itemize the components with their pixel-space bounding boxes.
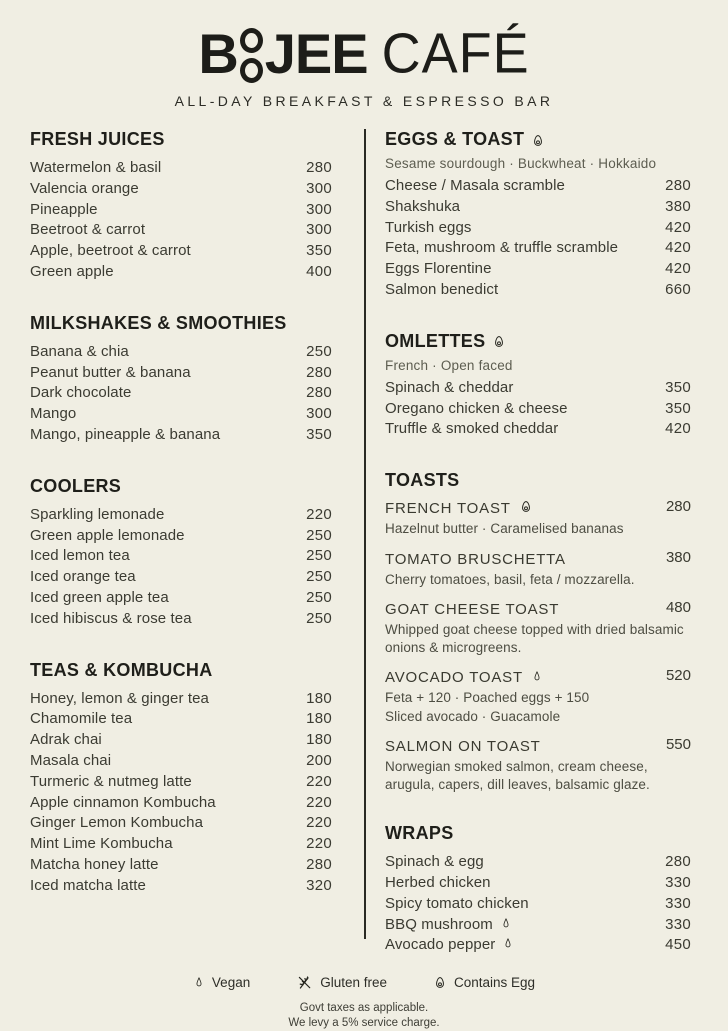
item-name: Pineapple [30, 200, 98, 218]
menu-item [30, 220, 332, 241]
item-name: Spicy tomato chicken [385, 894, 529, 912]
item-name: Mango [30, 405, 77, 423]
item-description: Cherry tomatoes, basil, feta / mozzarella. [385, 571, 635, 587]
item-name: Iced hibiscus & rose tea [30, 609, 192, 627]
egg-icon [433, 976, 447, 990]
menu-item [30, 404, 332, 425]
item-name: Oregano chicken & cheese [385, 399, 568, 417]
menu-item [30, 793, 332, 814]
section-title-text: TOASTS [385, 470, 460, 491]
logo-o-bottom-icon [240, 58, 263, 83]
item-name: Green apple lemonade [30, 526, 185, 544]
section-title-text: MILKSHAKES & SMOOTHIES [30, 312, 287, 333]
item-price: 280 [665, 177, 691, 194]
item-price: 420 [665, 260, 691, 278]
menu-item [30, 567, 332, 588]
item-price: 250 [306, 568, 332, 586]
egg-icon [531, 134, 545, 148]
menu-item [385, 873, 691, 894]
item-name: Salmon benedict [385, 280, 499, 298]
section-title-text: COOLERS [30, 475, 122, 496]
item-price: 350 [306, 242, 332, 260]
menu-item [30, 855, 332, 876]
menu-entry [385, 737, 691, 793]
item-price: 330 [665, 873, 691, 891]
menu-item [30, 505, 332, 526]
entry-head [385, 499, 691, 519]
item-price: 200 [306, 751, 332, 769]
item-name: Avocado pepper [385, 936, 496, 954]
item-description: Norwegian smoked salmon, cream cheese, arugula, capers, dill leaves, balsamic glaze. [385, 759, 650, 792]
legend-label: Contains Egg [454, 975, 536, 991]
item-name: Turkish eggs [385, 218, 472, 236]
item-name: Cheese / Masala scramble [385, 177, 565, 194]
menu-item [30, 158, 332, 179]
menu-item [385, 399, 691, 420]
item-price: 450 [665, 936, 691, 954]
menu-footer [0, 974, 728, 1031]
item-name: Iced matcha latte [30, 876, 146, 894]
item-description: Whipped goat cheese topped with dried balsamic onions & microgreens. [385, 622, 684, 655]
menu-item [30, 383, 332, 404]
menu-item [30, 262, 332, 283]
item-name: Iced lemon tea [30, 547, 130, 565]
menu-entry [385, 600, 691, 656]
item-name: Green apple [30, 262, 114, 280]
item-price: 330 [665, 915, 691, 933]
item-name: Turmeric & nutmeg latte [30, 772, 192, 790]
item-name: Truffle & smoked cheddar [385, 420, 559, 438]
menu-item [30, 200, 332, 221]
item-name: Spinach & egg [385, 853, 484, 871]
item-name: Feta, mushroom & truffle scramble [385, 239, 619, 257]
item-price: 420 [665, 420, 691, 438]
egg-icon [492, 335, 506, 349]
item-price: 660 [665, 280, 691, 298]
menu-item [30, 363, 332, 384]
item-price: 180 [306, 689, 332, 707]
item-price: 250 [306, 547, 332, 565]
item-price: 480 [665, 599, 691, 617]
item-name: Banana & chia [30, 342, 129, 360]
menu-item [385, 176, 691, 197]
item-price: 300 [306, 200, 332, 218]
item-price: 420 [665, 239, 691, 257]
item-price: 300 [306, 405, 332, 423]
menu-item [30, 751, 332, 772]
entry-head [385, 600, 691, 620]
tagline: ALL-DAY BREAKFAST & ESPRESSO BAR [174, 93, 554, 109]
section-title [30, 476, 332, 497]
item-name: BBQ mushroom [385, 915, 493, 933]
item-name: Mango, pineapple & banana [30, 425, 221, 443]
item-price: 350 [665, 399, 691, 417]
section-title [30, 660, 332, 681]
section-subtitle: French · Open faced [385, 357, 513, 373]
menu-item [30, 876, 332, 897]
item-price: 280 [306, 384, 332, 402]
menu-section [385, 470, 691, 793]
item-name: Dark chocolate [30, 384, 132, 402]
item-name: GOAT CHEESE TOAST [385, 601, 560, 619]
section-title [30, 129, 332, 150]
item-name: Apple cinnamon Kombucha [30, 793, 216, 811]
item-price: 180 [306, 710, 332, 728]
item-price: 220 [306, 772, 332, 790]
item-name: FRENCH TOAST [385, 500, 511, 518]
item-description: Sliced avocado · Guacamole [385, 708, 561, 724]
item-price: 350 [306, 425, 332, 443]
item-name: Herbed chicken [385, 873, 491, 891]
entry-head [385, 668, 691, 688]
legend-label: Vegan [211, 975, 251, 991]
menu-item [30, 342, 332, 363]
entry-head [385, 737, 691, 757]
item-name: Eggs Florentine [385, 260, 492, 278]
menu-section [30, 129, 332, 283]
menu-item [385, 238, 691, 259]
item-name: Beetroot & carrot [30, 221, 146, 239]
menu-section [385, 129, 691, 301]
menu-section [385, 331, 691, 440]
menu-section [30, 476, 332, 630]
item-name: Iced green apple tea [30, 588, 169, 606]
menu-item [385, 852, 691, 873]
item-name: SALMON ON TOAST [385, 738, 541, 756]
menu-item [385, 280, 691, 301]
menu-section [30, 313, 332, 446]
logo-word-cafe: CAFÉ [381, 22, 530, 86]
item-price: 250 [306, 342, 332, 360]
menu-item [30, 709, 332, 730]
menu-item [30, 526, 332, 547]
menu-item [385, 935, 691, 956]
menu-item [30, 546, 332, 567]
legend-item [193, 975, 250, 990]
vegan-icon [502, 937, 514, 950]
section-title-text: WRAPS [385, 823, 454, 844]
item-name: Apple, beetroot & carrot [30, 242, 191, 260]
menu-item [30, 609, 332, 630]
menu-section [385, 823, 691, 956]
item-name: Masala chai [30, 751, 112, 769]
service-charge-note: We levy a 5% service charge. [288, 1017, 440, 1030]
legend-item [296, 974, 387, 991]
vegan-icon [193, 976, 205, 989]
legend-label: Gluten free [320, 975, 388, 991]
item-price: 280 [665, 853, 691, 871]
item-price: 420 [665, 218, 691, 236]
vegan-icon [500, 917, 512, 930]
section-title [385, 331, 691, 352]
menu-item [30, 772, 332, 793]
left-column [30, 129, 332, 956]
item-name: Mint Lime Kombucha [30, 835, 173, 853]
item-name: Honey, lemon & ginger tea [30, 689, 209, 707]
item-price: 280 [665, 498, 691, 516]
item-name: Chamomile tea [30, 710, 133, 728]
menu-columns [0, 129, 728, 956]
menu-item [385, 218, 691, 239]
menu-section [30, 660, 332, 897]
menu-item [30, 179, 332, 200]
egg-icon [519, 500, 533, 514]
footer-notes [0, 1001, 728, 1031]
item-description: Feta + 120 · Poached eggs + 150 [385, 690, 590, 706]
vegan-icon [531, 670, 543, 683]
logo-letter-b: B [198, 22, 238, 85]
logo-stacked-oo-icon [240, 30, 263, 81]
menu-item [385, 894, 691, 915]
item-price: 330 [665, 894, 691, 912]
item-price: 300 [306, 221, 332, 239]
menu-item [30, 588, 332, 609]
menu-item [385, 378, 691, 399]
item-name: Peanut butter & banana [30, 363, 191, 381]
item-name: Shakshuka [385, 197, 461, 215]
menu-item [30, 241, 332, 262]
legend-item [433, 975, 535, 990]
cafe-logo [0, 24, 728, 84]
section-subtitle: Sesame sourdough · Buckwheat · Hokkaido [385, 156, 657, 171]
menu-item [385, 915, 691, 936]
item-price: 250 [306, 526, 332, 544]
menu-entry [385, 550, 691, 589]
item-price: 520 [665, 667, 691, 685]
item-name: Iced orange tea [30, 568, 136, 586]
section-title [385, 470, 691, 491]
item-price: 380 [665, 548, 691, 566]
dietary-legend [0, 974, 728, 991]
menu-item [30, 813, 332, 834]
menu-item [385, 197, 691, 218]
entry-head [385, 550, 691, 570]
menu-item [385, 419, 691, 440]
item-price: 280 [306, 363, 332, 381]
item-price: 280 [306, 855, 332, 873]
menu-item [30, 834, 332, 855]
right-column [366, 129, 691, 956]
gluten-free-icon [296, 974, 313, 991]
item-price: 180 [306, 731, 332, 749]
item-price: 220 [306, 835, 332, 853]
item-price: 320 [306, 876, 332, 894]
item-description: Hazelnut butter · Caramelised bananas [385, 521, 624, 537]
menu-item [30, 689, 332, 710]
item-name: Sparkling lemonade [30, 505, 165, 523]
item-price: 400 [306, 262, 332, 280]
item-price: 220 [306, 505, 332, 523]
section-title-text: EGGS & TOAST [385, 129, 525, 149]
item-price: 250 [306, 588, 332, 606]
item-price: 300 [306, 179, 332, 197]
item-price: 550 [665, 736, 691, 754]
item-price: 380 [665, 197, 691, 215]
section-title-text: OMLETTES [385, 330, 486, 351]
item-price: 280 [306, 159, 332, 176]
item-price: 220 [306, 814, 332, 832]
item-name: Watermelon & basil [30, 159, 162, 176]
item-name: TOMATO BRUSCHETTA [385, 550, 566, 568]
section-title [385, 129, 691, 150]
section-title-text: TEAS & KOMBUCHA [30, 659, 213, 680]
item-name: Adrak chai [30, 731, 102, 749]
logo-o-top-icon [240, 28, 263, 53]
item-name: Spinach & cheddar [385, 378, 514, 396]
item-price: 350 [665, 378, 691, 396]
menu-entry [385, 668, 691, 725]
menu-item [30, 730, 332, 751]
item-name: Ginger Lemon Kombucha [30, 814, 204, 832]
menu-header [0, 24, 728, 109]
menu-item [30, 425, 332, 446]
item-name: Matcha honey latte [30, 855, 159, 873]
menu-item [385, 259, 691, 280]
item-name: Valencia orange [30, 179, 139, 197]
section-title [30, 313, 332, 334]
item-name: AVOCADO TOAST [385, 669, 523, 687]
item-price: 250 [306, 609, 332, 627]
section-title-text: FRESH JUICES [30, 129, 165, 149]
logo-letters-jee: JEE [264, 22, 368, 85]
section-title [385, 823, 691, 844]
tax-note: Govt taxes as applicable. [299, 1002, 429, 1015]
menu-entry [385, 499, 691, 538]
item-price: 220 [306, 793, 332, 811]
